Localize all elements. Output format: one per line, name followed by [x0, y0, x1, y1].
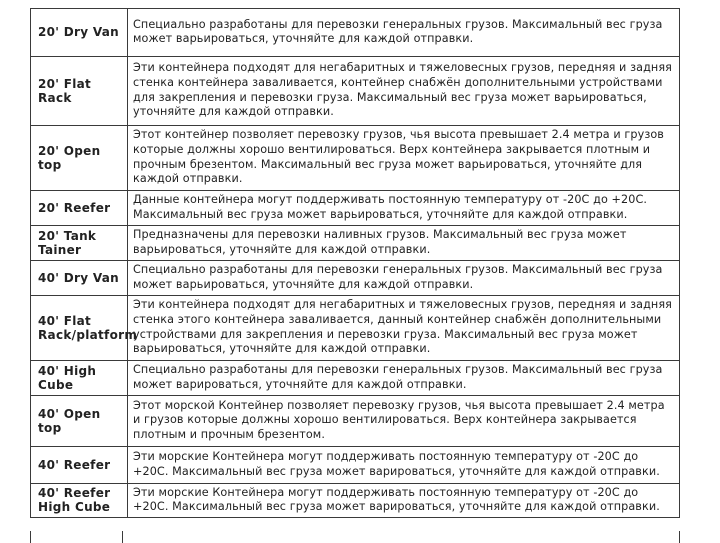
container-description: Специально разработаны для перевозки генеральных грузов. Максимальный вес груза может варироваться, уточняйте для каждой отправки.: [128, 360, 680, 395]
container-name: 20' Tank Tainer: [31, 225, 128, 260]
container-name: 40' High Cube: [31, 360, 128, 395]
container-description: Данные контейнера могут поддерживать постоянную температуру от -20С до +20С. Максимальный вес груза может варьироваться, уточняйте для каждой отправки.: [128, 190, 680, 225]
table-row: [31, 483, 679, 517]
container-description: Этот контейнер позволяет перевозку грузов, чья высота превышает 2.4 метра и грузов которые должны хорошо вентилироваться. Верх контейнера закрывается плотным и прочным брезентом. Максимальный вес груза может варьироваться, уточняйте для каждой отправки.: [128, 125, 680, 190]
table-row: [31, 190, 679, 225]
container-name: 40' Reefer High Cube: [31, 483, 128, 517]
table-row: [31, 9, 679, 56]
container-name: 40' Flat Rack/platform: [31, 295, 128, 360]
container-name: 40' Dry Van: [31, 260, 128, 295]
container-description: Эти морские Контейнера могут поддерживать постоянную температуру от -20С до +20С. Максимальный вес груза может варироваться, уточняйте для каждой отправки.: [128, 446, 680, 483]
container-description: Этот морской Контейнер позволяет перевозку грузов, чья высота превышает 2.4 метра и грузов которые должны хорошо вентилироваться. Верх контейнера закрывается плотным и прочным брезентом.: [128, 395, 680, 446]
table-continuation: [30, 531, 680, 543]
container-name: 20' Open top: [31, 125, 128, 190]
container-description: Специально разработаны для перевозки генеральных грузов. Максимальный вес груза может варьироваться, уточняйте для каждой отправки.: [128, 9, 680, 56]
container-types-sheet: [30, 8, 680, 518]
table-row: [31, 360, 679, 395]
container-description: Предназначены для перевозки наливных грузов. Максимальный вес груза может варьироваться, уточняйте для каждой отправки.: [128, 225, 680, 260]
column-divider: [122, 531, 123, 543]
container-description: Эти контейнера подходят для негабаритных и тяжеловесных грузов, передняя и задняя стенка этого контейнера заваливается, данный контейнер снабжён дополнительными устройствами для закрепления и перевозки груза. Максимальный вес груза может варьироваться, уточняйте для каждой отправки.: [128, 295, 680, 360]
container-description: Эти контейнера подходят для негабаритных и тяжеловесных грузов, передняя и задняя стенка контейнера заваливается, контейнер снабжён дополнительными устройствами для закрепления и перевозки груза. Максимальный вес груза может варьироваться, уточняйте для каждой отправки.: [128, 56, 680, 125]
container-name: 20' Flat Rack: [31, 56, 128, 125]
container-types-table: [31, 9, 679, 518]
table-row: [31, 225, 679, 260]
table-row: [31, 446, 679, 483]
container-description: Эти морские Контейнера могут поддерживать постоянную температуру от -20С до +20С. Максимальный вес груза может варироваться, уточняйте для каждой отправки.: [128, 483, 680, 517]
table-row: [31, 295, 679, 360]
table-row: [31, 395, 679, 446]
container-name: 40' Reefer: [31, 446, 128, 483]
table-row: [31, 56, 679, 125]
table-row: [31, 260, 679, 295]
table-row: [31, 125, 679, 190]
container-name: 40' Open top: [31, 395, 128, 446]
container-name: 20' Reefer: [31, 190, 128, 225]
container-description: Специально разработаны для перевозки генеральных грузов. Максимальный вес груза может варьироваться, уточняйте для каждой отправки.: [128, 260, 680, 295]
container-name: 20' Dry Van: [31, 9, 128, 56]
